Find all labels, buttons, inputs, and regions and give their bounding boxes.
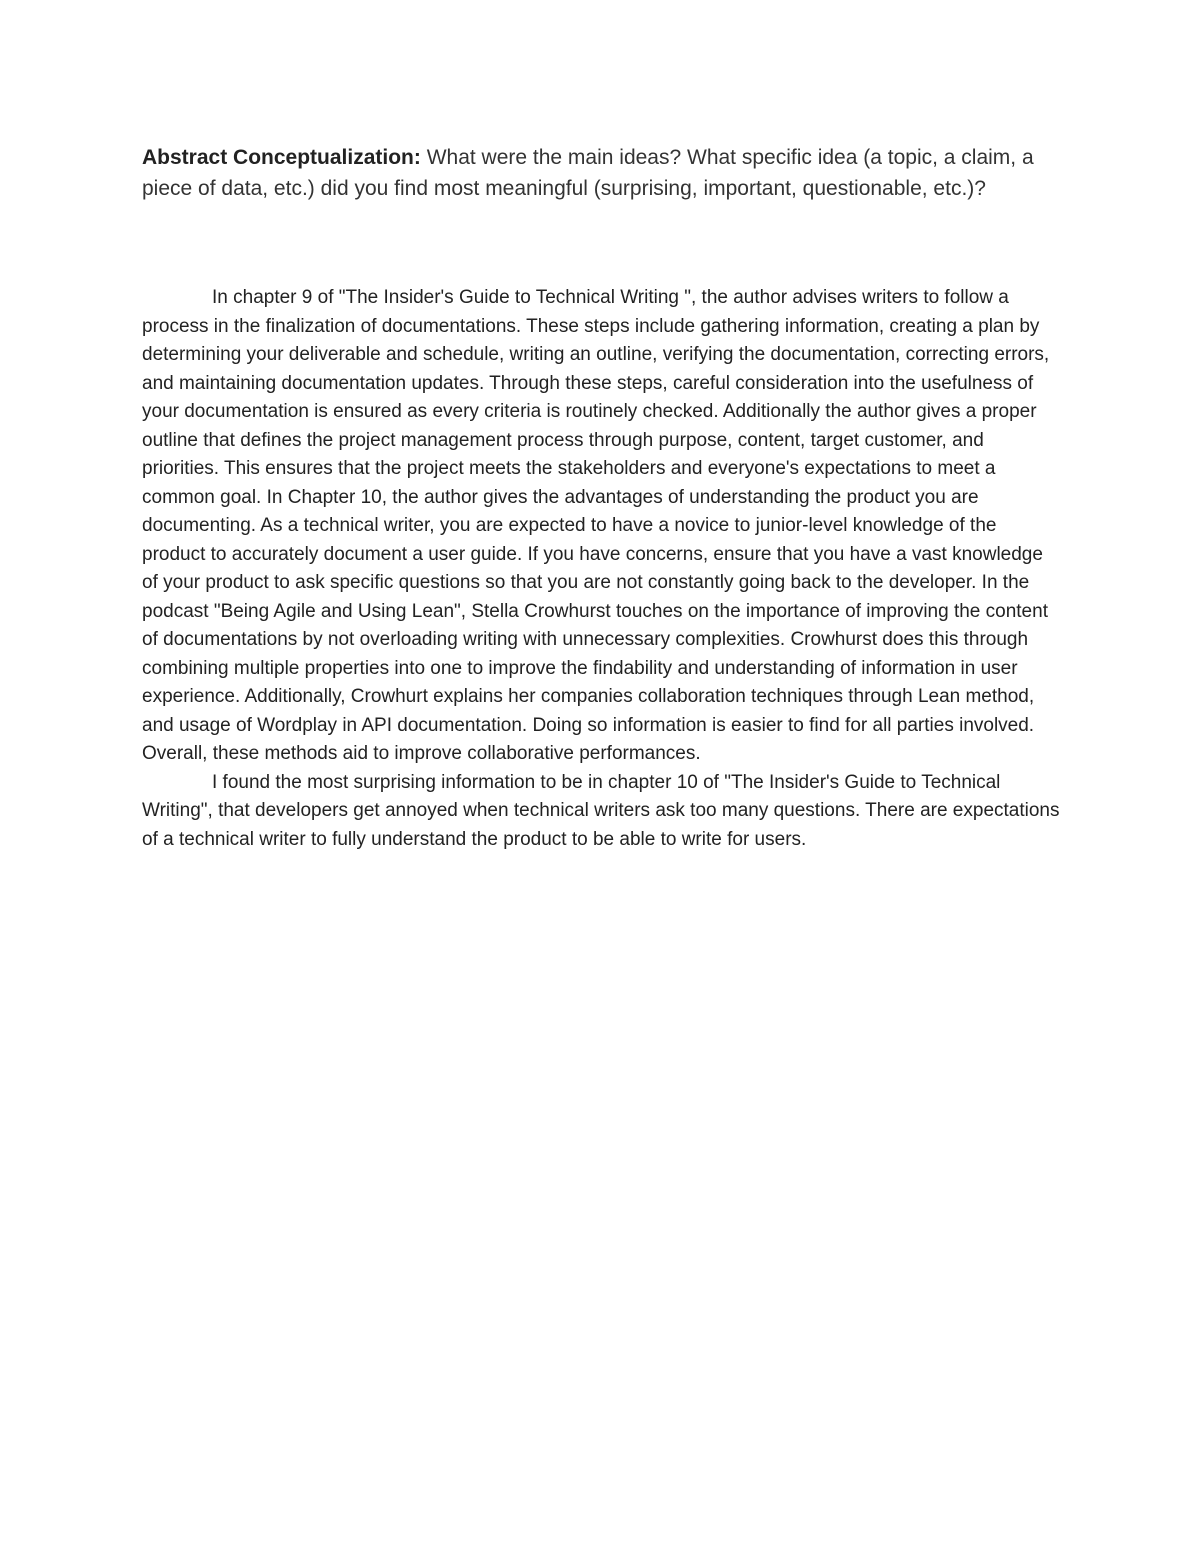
response-body [142, 284, 1064, 854]
prompt-heading [142, 142, 1062, 204]
paragraph-summary: In chapter 9 of "The Insider's Guide to Technical Writing ", the author advises writers to follow a process in the finalization of documentations. These steps include gathering information, creating a plan by determining your deliverable and schedule, writing an outline, verifying the documentation, correcting errors, and maintaining documentation updates. Through these steps, careful consideration into the usefulness of your documentation is ensured as every criteria is routinely checked. Additionally the author gives a proper outline that defines the project management process through purpose, content, target customer, and priorities. This ensures that the project meets the stakeholders and everyone's expectations to meet a common goal. In Chapter 10, the author gives the advantages of understanding the product you are documenting. As a technical writer, you are expected to have a novice to junior-level knowledge of the product to accurately document a user guide. If you have concerns, ensure that you have a vast knowledge of your product to ask specific questions so that you are not constantly going back to the developer. In the podcast "Being Agile and Using Lean", Stella Crowhurst touches on the importance of improving the content of documentations by not overloading writing with unnecessary complexities. Crowhurst does this through combining multiple properties into one to improve the findability and understanding of information in user experience. Additionally, Crowhurt explains her companies collaboration techniques through Lean method, and usage of Wordplay in API documentation. Doing so information is easier to find for all parties involved. Overall, these methods aid to improve collaborative performances. [142, 287, 1050, 764]
prompt-label: Abstract Conceptualization: [142, 146, 421, 169]
prompt-question: What were the main ideas? What specific idea (a topic, a claim, a piece of data, etc.) did you find most meaningful (surprising, important, questionable, etc.)? [142, 146, 1034, 200]
paragraph-surprising: I found the most surprising information to be in chapter 10 of "The Insider's Guide to Technical Writing", that developers get annoyed when technical writers ask too many questions. There are expectations of a technical writer to fully understand the product to be able to write for users. [142, 771, 1060, 850]
